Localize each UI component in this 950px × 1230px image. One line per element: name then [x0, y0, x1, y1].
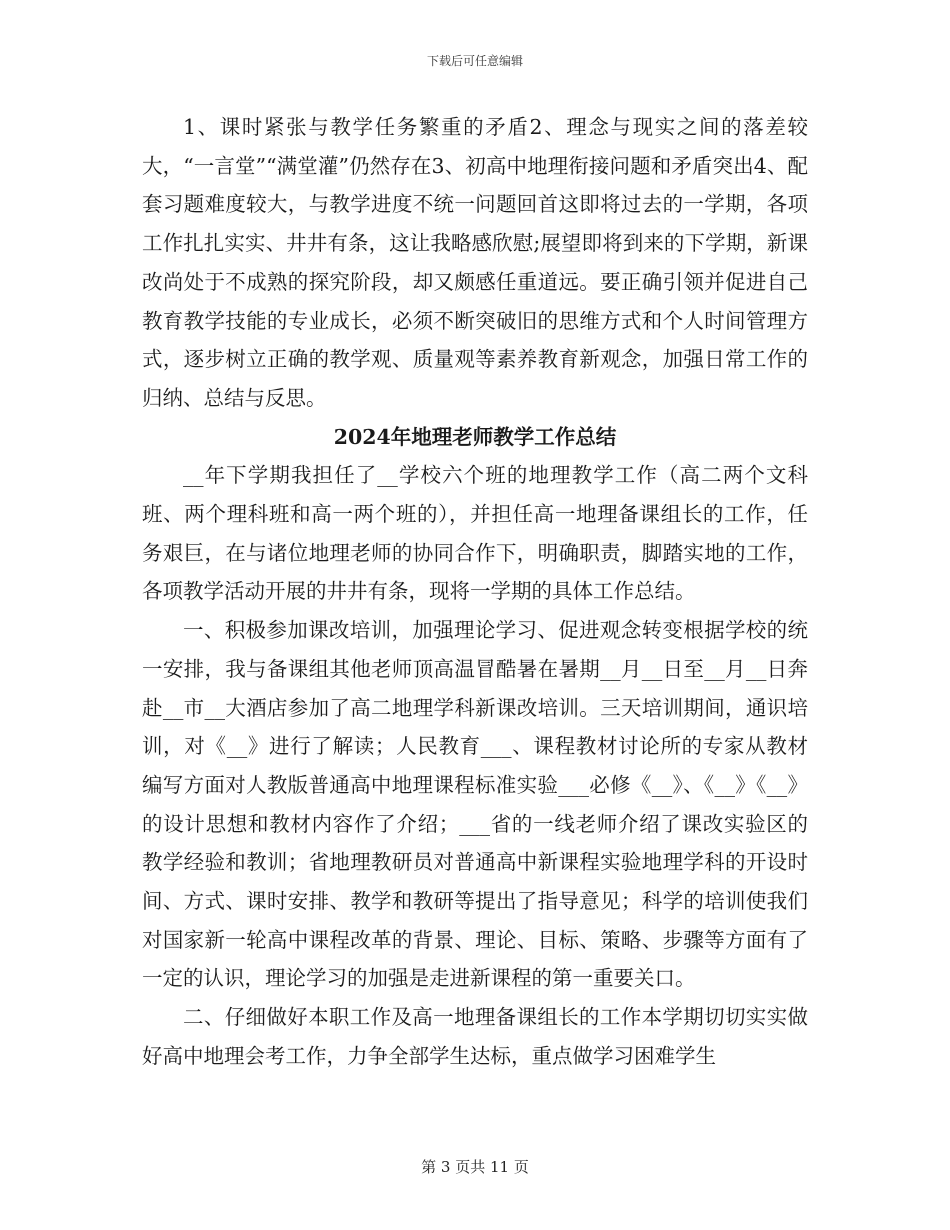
page-header: 下载后可任意编辑	[426, 54, 523, 68]
paragraph-training: 一、积极参加课改培训，加强理论学习、促进观念转变根据学校的统一安排，我与备课组其他老师顶高温冒酷暑在暑期__月__日至__月__日奔赴__市__大酒店参加了高二地理学科新课改培训。三天培训期间，通识培训，对《__》进行了解读；人民教育___、课程教材讨论所的专家从教材编写方面对人教版普通高中地理课程标准实验___必修《__》、《__》《__》的设计思想和教材内容作了介绍；___省的一线老师介绍了课改实验区的教学经验和教训；省地理教研员对普通高中新课程实验地理学科的开设时间、方式、课时安排、教学和教研等提出了指导意见；科学的培训使我们对国家新一轮高中课程改革的背景、理论、目标、策略、步骤等方面有了一定的认识，理论学习的加强是走进新课程的第一重要关口。	[142, 618, 808, 991]
intro-paragraph: 1、课时紧张与教学任务繁重的矛盾2、理念与现实之间的落差较大，“一言堂”“满堂灌”仍然存在3、初高中地理衔接问题和矛盾突出4、配套习题难度较大，与教学进度不统一问题回首这即将过去的一学期，各项工作扎扎实实、井井有条，这让我略感欣慰;展望即将到来的下学期，新课改尚处于不成熟的探究阶段，却又颇感任重道远。要正确引领并促进自己教育教学技能的专业成长，必须不断突破旧的思维方式和个人时间管理方式，逐步树立正确的教学观、质量观等素养教育新观念，加强日常工作的归纳、总结与反思。	[142, 115, 808, 410]
document-title: 2024年地理老师教学工作总结	[333, 424, 617, 449]
paragraph-overview: __年下学期我担任了__学校六个班的地理教学工作（高二两个文科班、两个理科班和高一两个班的），并担任高一地理备课组长的工作，任务艰巨，在与诸位地理老师的协同合作下，明确职责，脚踏实地的工作，各项教学活动开展的井井有条，现将一学期的具体工作总结。	[142, 463, 808, 604]
paragraph-duties: 二、仔细做好本职工作及高一地理备课组长的工作本学期切切实实做好高中地理会考工作，力争全部学生达标，重点做学习困难学生	[142, 1005, 808, 1068]
page-number: 第 3 页共 11 页	[421, 1158, 529, 1176]
document-body	[142, 108, 808, 1076]
